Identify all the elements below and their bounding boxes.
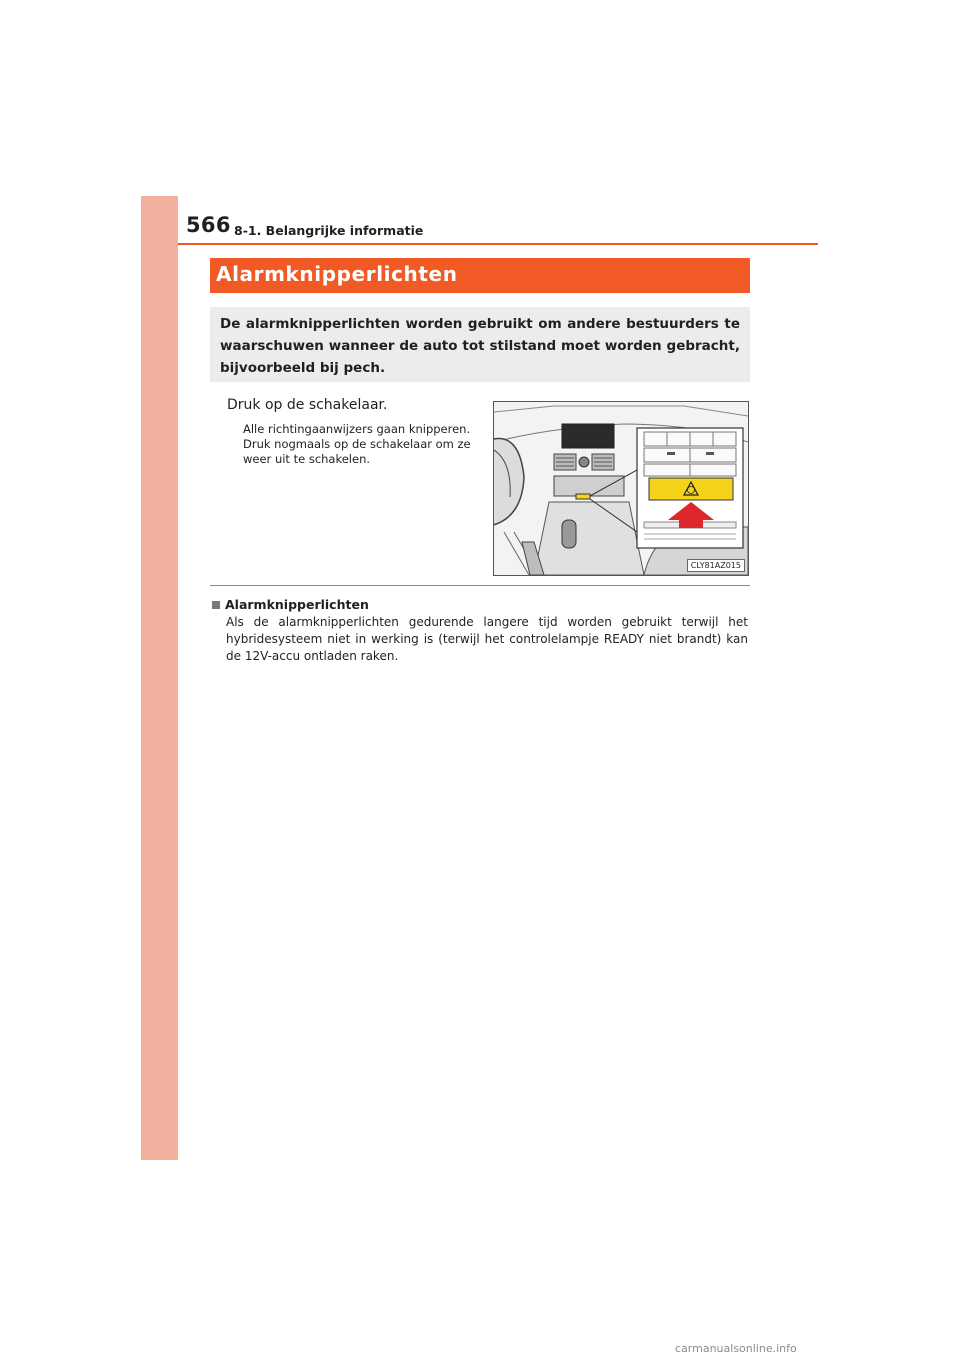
header-rule	[178, 243, 818, 245]
dashboard-drawing	[494, 402, 748, 575]
intro-box	[210, 307, 750, 382]
section-title: Alarmknipperlichten	[216, 262, 458, 286]
step-instruction: Druk op de schakelaar.	[227, 397, 388, 413]
title-bar	[210, 258, 750, 293]
step-detail: Alle richtingaanwijzers gaan knipperen. Druk nogmaals op de schakelaar om ze weer uit te schakelen.	[243, 422, 471, 466]
note-body: Als de alarmknipperlichten gedurende langere tijd worden gebruikt terwijl het hybridesysteem niet in werking is (terwijl het controlelampje READY niet brandt) kan de 12V-accu ontladen raken.	[226, 615, 748, 663]
note-heading-text: Alarmknipperlichten	[225, 597, 369, 612]
side-color-strip	[141, 196, 178, 1160]
page-number: 566	[186, 213, 231, 237]
section-reference: 8-1. Belangrijke informatie	[234, 223, 424, 238]
note-divider	[210, 585, 750, 586]
figure-code: CLY81AZ015	[687, 559, 745, 572]
square-bullet-icon	[212, 601, 220, 609]
note-heading	[212, 597, 369, 612]
dashboard-illustration	[493, 401, 749, 576]
watermark: carmanualsonline.info	[675, 1342, 797, 1355]
intro-text: De alarmknipperlichten worden gebruikt om andere bestuurders te waarschuwen wanneer de auto tot stilstand moet worden gebracht, bijvoorbeeld bij pech.	[220, 316, 740, 376]
